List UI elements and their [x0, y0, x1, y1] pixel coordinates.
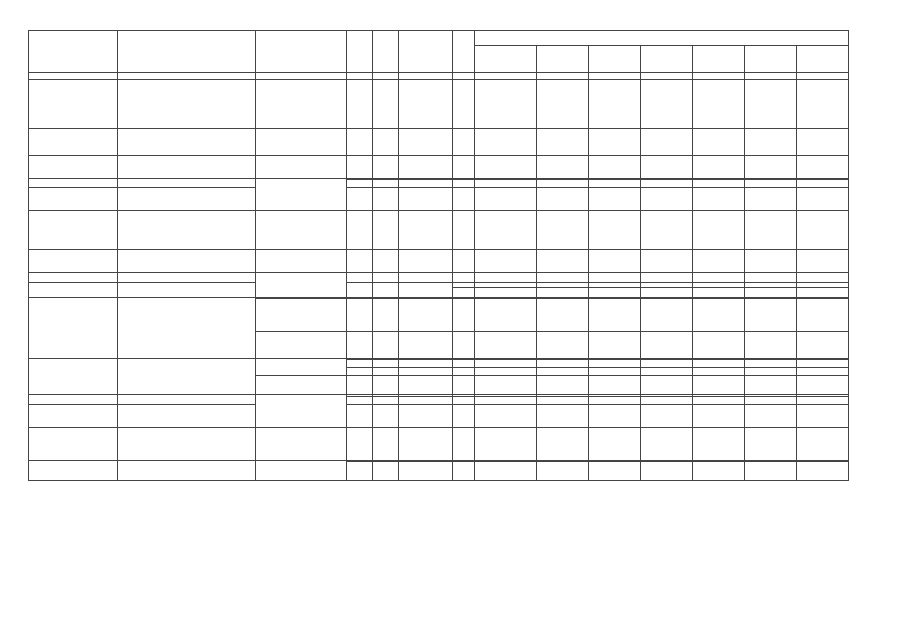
row-value	[537, 299, 589, 332]
row-responsible	[256, 179, 347, 211]
row-value	[537, 211, 589, 250]
row-value	[589, 462, 641, 481]
row-value	[474, 80, 537, 129]
header-name	[117, 31, 255, 73]
row-csr	[398, 180, 452, 188]
row-value	[589, 156, 641, 179]
row-rzpr	[372, 332, 398, 359]
col-num	[256, 73, 347, 80]
row-responsible	[256, 332, 347, 359]
row-value	[796, 156, 848, 179]
row-value	[474, 397, 537, 405]
row-value	[537, 428, 589, 461]
table-row	[29, 129, 849, 156]
row-grbs	[347, 273, 373, 283]
table-row	[29, 80, 849, 129]
row-value	[537, 156, 589, 179]
row-value	[693, 368, 745, 376]
row-rzpr	[372, 368, 398, 376]
row-value	[589, 80, 641, 129]
row-value	[744, 129, 796, 156]
row-value	[744, 397, 796, 405]
row-value	[589, 211, 641, 250]
table-row	[29, 211, 849, 250]
row-vr	[452, 80, 474, 129]
row-csr	[398, 211, 452, 250]
header-vr	[452, 31, 474, 73]
row-responsible	[256, 250, 347, 273]
row-value	[796, 273, 848, 283]
row-value	[693, 273, 745, 283]
row-value	[796, 211, 848, 250]
row-program	[117, 395, 255, 405]
row-program	[117, 283, 255, 298]
program-schedule-table	[28, 30, 849, 481]
row-program	[117, 156, 255, 179]
row-value	[474, 180, 537, 188]
row-name	[29, 179, 118, 188]
row-vr	[452, 180, 474, 188]
row-name	[29, 273, 118, 283]
row-program	[117, 428, 255, 461]
row-vr	[452, 397, 474, 405]
row-value	[474, 299, 537, 332]
row-value	[693, 299, 745, 332]
row-value	[693, 129, 745, 156]
row-value	[796, 188, 848, 211]
header-rzpr	[372, 31, 398, 73]
row-value	[641, 397, 693, 405]
row-value	[744, 332, 796, 359]
row-value	[589, 188, 641, 211]
row-grbs	[347, 211, 373, 250]
row-value	[474, 462, 537, 481]
row-value	[641, 288, 693, 298]
row-value	[796, 80, 848, 129]
row-name	[29, 298, 118, 359]
row-value	[693, 250, 745, 273]
row-value	[589, 299, 641, 332]
row-name	[29, 129, 118, 156]
row-value	[744, 428, 796, 461]
row-vr	[452, 428, 474, 461]
row-csr	[398, 405, 452, 428]
year-2014	[474, 46, 537, 73]
row-value	[474, 211, 537, 250]
row-grbs	[347, 428, 373, 461]
row-value	[796, 180, 848, 188]
row-responsible	[256, 428, 347, 461]
col-num	[693, 73, 745, 80]
row-value	[641, 368, 693, 376]
row-value	[796, 368, 848, 376]
row-value	[744, 360, 796, 368]
row-value	[474, 376, 537, 395]
row-csr	[398, 156, 452, 179]
row-responsible	[256, 211, 347, 250]
row-value	[796, 462, 848, 481]
row-value	[474, 360, 537, 368]
row-value	[537, 405, 589, 428]
row-value	[796, 376, 848, 395]
year-2017	[641, 46, 693, 73]
row-value	[474, 129, 537, 156]
row-value	[589, 376, 641, 395]
row-value	[693, 211, 745, 250]
col-num	[29, 73, 118, 80]
row-vr	[452, 299, 474, 332]
row-vr	[452, 188, 474, 211]
col-num	[641, 73, 693, 80]
col-num	[347, 73, 373, 80]
row-vr	[452, 376, 474, 395]
row-value	[693, 332, 745, 359]
row-value	[693, 288, 745, 298]
row-rzpr	[372, 397, 398, 405]
row-value	[693, 428, 745, 461]
row-value	[641, 156, 693, 179]
col-num	[589, 73, 641, 80]
row-value	[693, 360, 745, 368]
row-csr	[398, 188, 452, 211]
row-value	[796, 250, 848, 273]
row-value	[537, 332, 589, 359]
row-name	[29, 283, 118, 298]
row-value	[744, 188, 796, 211]
row-value	[796, 299, 848, 332]
row-value	[744, 211, 796, 250]
row-grbs	[347, 80, 373, 129]
table-row	[29, 405, 849, 428]
row-name	[29, 428, 118, 461]
row-value	[641, 211, 693, 250]
row-value	[589, 405, 641, 428]
row-name	[29, 80, 118, 129]
row-csr	[398, 376, 452, 395]
year-2019	[744, 46, 796, 73]
row-value	[537, 188, 589, 211]
row-name	[29, 395, 118, 405]
row-csr	[398, 332, 452, 359]
row-value	[641, 405, 693, 428]
row-value	[537, 129, 589, 156]
row-csr	[398, 80, 452, 129]
row-vr	[452, 462, 474, 481]
header-terms	[474, 31, 848, 46]
row-responsible	[256, 461, 347, 481]
col-num	[796, 73, 848, 80]
row-value	[744, 299, 796, 332]
row-value	[589, 368, 641, 376]
row-value	[474, 188, 537, 211]
row-name	[29, 188, 118, 211]
row-grbs	[347, 462, 373, 481]
row-value	[693, 405, 745, 428]
row-program	[117, 359, 255, 395]
col-num	[744, 73, 796, 80]
row-responsible	[256, 80, 347, 129]
row-responsible	[256, 156, 347, 179]
row-value	[641, 299, 693, 332]
row-rzpr	[372, 283, 398, 298]
row-value	[537, 180, 589, 188]
row-rzpr	[372, 273, 398, 283]
row-program	[117, 80, 255, 129]
table-row	[29, 250, 849, 273]
row-value	[589, 129, 641, 156]
row-program	[117, 298, 255, 359]
row-rzpr	[372, 180, 398, 188]
row-value	[796, 405, 848, 428]
row-vr	[452, 211, 474, 250]
row-value	[589, 273, 641, 283]
col-num	[474, 73, 537, 80]
row-value	[641, 80, 693, 129]
row-grbs	[347, 368, 373, 376]
row-value	[537, 288, 589, 298]
row-value	[474, 405, 537, 428]
row-value	[796, 332, 848, 359]
row-value	[641, 273, 693, 283]
row-value	[589, 397, 641, 405]
row-responsible	[256, 273, 347, 298]
row-value	[474, 156, 537, 179]
row-name	[29, 211, 118, 250]
row-value	[537, 250, 589, 273]
row-responsible	[256, 359, 347, 376]
row-csr	[398, 250, 452, 273]
col-num	[372, 73, 398, 80]
row-value	[641, 129, 693, 156]
row-grbs	[347, 188, 373, 211]
row-value	[589, 428, 641, 461]
row-rzpr	[372, 156, 398, 179]
row-vr	[452, 288, 474, 298]
row-value	[641, 376, 693, 395]
row-value	[693, 156, 745, 179]
row-value	[693, 376, 745, 395]
row-value	[744, 288, 796, 298]
row-vr	[452, 250, 474, 273]
row-value	[641, 188, 693, 211]
row-csr	[398, 397, 452, 405]
header-row	[29, 31, 849, 46]
row-value	[474, 273, 537, 283]
row-csr	[398, 360, 452, 368]
row-value	[589, 332, 641, 359]
row-rzpr	[372, 188, 398, 211]
row-vr	[452, 368, 474, 376]
row-value	[537, 397, 589, 405]
row-value	[744, 273, 796, 283]
row-grbs	[347, 156, 373, 179]
row-value	[693, 180, 745, 188]
row-csr	[398, 299, 452, 332]
row-value	[641, 428, 693, 461]
row-value	[744, 376, 796, 395]
row-value	[589, 288, 641, 298]
row-value	[744, 180, 796, 188]
row-program	[117, 461, 255, 481]
row-program	[117, 188, 255, 211]
row-name	[29, 405, 118, 428]
row-grbs	[347, 360, 373, 368]
row-program	[117, 273, 255, 283]
table-row	[29, 188, 849, 211]
row-value	[589, 250, 641, 273]
row-vr	[452, 405, 474, 428]
row-grbs	[347, 376, 373, 395]
row-rzpr	[372, 360, 398, 368]
row-csr	[398, 368, 452, 376]
row-value	[641, 332, 693, 359]
row-name	[29, 250, 118, 273]
row-responsible	[256, 299, 347, 332]
row-grbs	[347, 129, 373, 156]
column-number-row	[29, 73, 849, 80]
row-value	[744, 156, 796, 179]
row-value	[641, 180, 693, 188]
row-value	[537, 368, 589, 376]
row-value	[474, 332, 537, 359]
row-name	[29, 359, 118, 395]
row-rzpr	[372, 211, 398, 250]
table-row	[29, 156, 849, 179]
row-rzpr	[372, 80, 398, 129]
row-program	[117, 129, 255, 156]
row-vr	[452, 332, 474, 359]
year-2015	[537, 46, 589, 73]
row-grbs	[347, 405, 373, 428]
row-rzpr	[372, 405, 398, 428]
row-csr	[398, 129, 452, 156]
row-program	[117, 250, 255, 273]
row-value	[537, 80, 589, 129]
col-num	[398, 73, 452, 80]
row-value	[796, 360, 848, 368]
header-responsible	[256, 31, 347, 73]
row-value	[537, 462, 589, 481]
col-num	[537, 73, 589, 80]
row-value	[641, 250, 693, 273]
row-program	[117, 211, 255, 250]
row-responsible	[256, 376, 347, 395]
row-value	[641, 360, 693, 368]
row-name	[29, 461, 118, 481]
year-2018	[693, 46, 745, 73]
row-value	[744, 80, 796, 129]
row-rzpr	[372, 299, 398, 332]
table-row	[29, 273, 849, 283]
row-rzpr	[372, 129, 398, 156]
row-value	[796, 288, 848, 298]
row-grbs	[347, 180, 373, 188]
table-row	[29, 428, 849, 461]
row-value	[796, 129, 848, 156]
row-value	[693, 397, 745, 405]
row-value	[537, 376, 589, 395]
row-rzpr	[372, 250, 398, 273]
row-value	[474, 428, 537, 461]
row-grbs	[347, 250, 373, 273]
row-responsible	[256, 395, 347, 428]
row-rzpr	[372, 376, 398, 395]
row-rzpr	[372, 462, 398, 481]
row-program	[117, 405, 255, 428]
row-grbs	[347, 397, 373, 405]
row-value	[537, 273, 589, 283]
header-grbs	[347, 31, 373, 73]
row-value	[744, 368, 796, 376]
row-vr	[452, 156, 474, 179]
row-value	[693, 188, 745, 211]
row-value	[474, 250, 537, 273]
row-grbs	[347, 283, 373, 298]
row-value	[796, 428, 848, 461]
row-grbs	[347, 332, 373, 359]
row-responsible	[256, 129, 347, 156]
header-blank	[29, 31, 118, 73]
row-name	[29, 156, 118, 179]
row-value	[744, 462, 796, 481]
row-value	[744, 250, 796, 273]
row-csr	[398, 273, 452, 283]
row-value	[693, 80, 745, 129]
col-num	[452, 73, 474, 80]
header-csr	[398, 31, 452, 73]
row-value	[589, 180, 641, 188]
row-grbs	[347, 299, 373, 332]
row-value	[796, 397, 848, 405]
row-csr	[398, 428, 452, 461]
row-vr	[452, 273, 474, 283]
row-program	[117, 179, 255, 188]
col-num	[117, 73, 255, 80]
row-value	[474, 368, 537, 376]
year-2020	[796, 46, 848, 73]
row-csr	[398, 462, 452, 481]
row-value	[589, 360, 641, 368]
row-value	[744, 405, 796, 428]
row-vr	[452, 129, 474, 156]
row-rzpr	[372, 428, 398, 461]
year-2016	[589, 46, 641, 73]
row-csr	[398, 283, 452, 298]
row-vr	[452, 360, 474, 368]
row-value	[641, 462, 693, 481]
row-value	[474, 288, 537, 298]
row-value	[537, 360, 589, 368]
row-value	[693, 462, 745, 481]
